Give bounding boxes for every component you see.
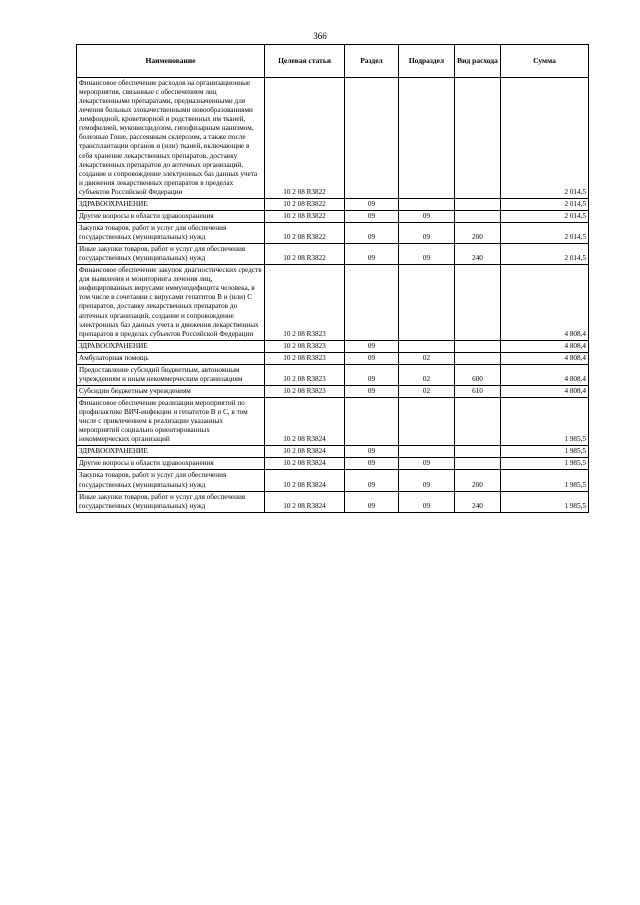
header-sum: Сумма — [501, 45, 589, 78]
row-sum: 4 808,4 — [501, 340, 589, 352]
row-sum: 2 014,5 — [501, 210, 589, 222]
row-sum: 1 985,5 — [501, 491, 589, 512]
row-target-article: 10 2 08 R3822 — [265, 198, 345, 210]
header-section: Раздел — [345, 45, 399, 78]
row-sum: 4 808,4 — [501, 364, 589, 385]
header-name: Наименование — [77, 45, 265, 78]
header-subsection: Подраздел — [399, 45, 455, 78]
table-row — [77, 222, 589, 243]
row-subsection: 02 — [399, 352, 455, 364]
row-section: 09 — [345, 244, 399, 265]
row-name: ЗДРАВООХРАНЕНИЕ — [77, 340, 265, 352]
row-sum: 4 808,4 — [501, 385, 589, 397]
table-row — [77, 78, 589, 199]
page-number: 366 — [313, 31, 327, 41]
row-target-article: 10 2 08 R3822 — [265, 78, 345, 199]
table-body — [77, 78, 589, 513]
row-expense-type: 240 — [455, 491, 501, 512]
row-target-article: 10 2 08 R3824 — [265, 398, 345, 446]
row-section: 09 — [345, 364, 399, 385]
row-target-article: 10 2 08 R3824 — [265, 470, 345, 491]
row-section — [345, 398, 399, 446]
row-target-article: 10 2 08 R3824 — [265, 491, 345, 512]
row-expense-type — [455, 340, 501, 352]
table-header-row — [77, 45, 589, 78]
row-expense-type — [455, 198, 501, 210]
row-section — [345, 78, 399, 199]
row-expense-type: 200 — [455, 222, 501, 243]
row-name: Закупка товаров, работ и услуг для обеспечения государственных (муниципальных) нужд — [77, 222, 265, 243]
row-subsection: 09 — [399, 470, 455, 491]
table-row — [77, 398, 589, 446]
row-subsection — [399, 340, 455, 352]
row-expense-type — [455, 352, 501, 364]
row-name: Другие вопросы в области здравоохранения — [77, 458, 265, 470]
row-subsection — [399, 78, 455, 199]
table-row — [77, 470, 589, 491]
row-name: Другие вопросы в области здравоохранения — [77, 210, 265, 222]
row-subsection: 09 — [399, 244, 455, 265]
budget-table — [76, 44, 589, 513]
row-expense-type — [455, 265, 501, 341]
row-name: Финансовое обеспечение расходов на организационные мероприятия, связанные с обеспечением лиц лекарственными препаратами, предназначенными для лечения больных злокачественными новообразованиями лимфоидной, кроветворной и родственных им тканей, гемофилией, муковисцидозом, гипофизарным нанизмом, болезнью Гоше, рассеянным склерозом, а также после трансплантации органов и (или) тканей, включающие в себя хранение лекарственных препаратов, доставку лекарственных препаратов до аптечных организаций, создание и сопровождение электронных баз данных учета и движения лекарственных препаратов в пределах субъектов Российской Федерации — [77, 78, 265, 199]
row-sum: 4 808,4 — [501, 352, 589, 364]
row-section: 09 — [345, 222, 399, 243]
row-subsection: 09 — [399, 222, 455, 243]
table-row — [77, 244, 589, 265]
row-expense-type — [455, 210, 501, 222]
row-sum: 2 014,5 — [501, 222, 589, 243]
table-row — [77, 458, 589, 470]
row-name: Финансовое обеспечение закупок диагностических средств для выявления и мониторинга лечения лиц, инфицированных вирусами иммунодефицита человека, в том числе в сочетании с вирусами гепатитов B и (или) C препаратов, доставку лекарственных препаратов до аптечных организаций, создание и сопровождение электронных баз данных учета и движения лекарственных препаратов в пределах субъектов Российской Федерации — [77, 265, 265, 341]
row-section: 09 — [345, 470, 399, 491]
row-section — [345, 265, 399, 341]
row-target-article: 10 2 08 R3823 — [265, 265, 345, 341]
row-section: 09 — [345, 458, 399, 470]
row-target-article: 10 2 08 R3822 — [265, 210, 345, 222]
row-subsection — [399, 398, 455, 446]
row-name: Субсидии бюджетным учреждениям — [77, 385, 265, 397]
row-target-article: 10 2 08 R3822 — [265, 244, 345, 265]
row-target-article: 10 2 08 R3823 — [265, 385, 345, 397]
row-name: Финансовое обеспечение реализации мероприятий по профилактике ВИЧ-инфекции и гепатитов B и C, в том числе с привлечением к реализации указанных мероприятий социально ориентированных некоммерческих организаций — [77, 398, 265, 446]
header-expense-type: Вид расхода — [455, 45, 501, 78]
table-row — [77, 364, 589, 385]
table-row — [77, 340, 589, 352]
table-row — [77, 385, 589, 397]
row-target-article: 10 2 08 R3823 — [265, 364, 345, 385]
row-sum: 1 985,5 — [501, 446, 589, 458]
row-section: 09 — [345, 352, 399, 364]
row-name: Иные закупки товаров, работ и услуг для обеспечения государственных (муниципальных) нужд — [77, 491, 265, 512]
row-sum: 2 014,5 — [501, 244, 589, 265]
row-sum: 1 985,5 — [501, 458, 589, 470]
row-subsection — [399, 198, 455, 210]
row-sum: 2 014,5 — [501, 78, 589, 199]
row-sum: 4 808,4 — [501, 265, 589, 341]
row-expense-type: 600 — [455, 364, 501, 385]
row-section: 09 — [345, 210, 399, 222]
row-section: 09 — [345, 340, 399, 352]
row-expense-type: 240 — [455, 244, 501, 265]
table-row — [77, 491, 589, 512]
row-name: Амбулаторная помощь — [77, 352, 265, 364]
row-section: 09 — [345, 446, 399, 458]
row-target-article: 10 2 08 R3824 — [265, 458, 345, 470]
row-name: Иные закупки товаров, работ и услуг для обеспечения государственных (муниципальных) нужд — [77, 244, 265, 265]
row-expense-type — [455, 78, 501, 199]
row-name: Закупка товаров, работ и услуг для обеспечения государственных (муниципальных) нужд — [77, 470, 265, 491]
row-subsection: 09 — [399, 458, 455, 470]
row-expense-type: 200 — [455, 470, 501, 491]
row-subsection: 09 — [399, 491, 455, 512]
row-section: 09 — [345, 491, 399, 512]
row-expense-type: 610 — [455, 385, 501, 397]
row-subsection: 02 — [399, 385, 455, 397]
row-section: 09 — [345, 385, 399, 397]
row-target-article: 10 2 08 R3822 — [265, 222, 345, 243]
row-subsection: 02 — [399, 364, 455, 385]
row-sum: 2 014,5 — [501, 198, 589, 210]
row-target-article: 10 2 08 R3823 — [265, 352, 345, 364]
row-name: Предоставление субсидий бюджетным, автономным учреждениям и иным некоммерческим организациям — [77, 364, 265, 385]
row-subsection — [399, 265, 455, 341]
row-expense-type — [455, 446, 501, 458]
row-target-article: 10 2 08 R3824 — [265, 446, 345, 458]
row-expense-type — [455, 458, 501, 470]
row-target-article: 10 2 08 R3823 — [265, 340, 345, 352]
table-row — [77, 265, 589, 341]
row-name: ЗДРАВООХРАНЕНИЕ — [77, 446, 265, 458]
row-section: 09 — [345, 198, 399, 210]
table-row — [77, 198, 589, 210]
row-subsection: 09 — [399, 210, 455, 222]
table-row — [77, 352, 589, 364]
table-row — [77, 446, 589, 458]
row-expense-type — [455, 398, 501, 446]
row-name: ЗДРАВООХРАНЕНИЕ — [77, 198, 265, 210]
row-sum: 1 985,5 — [501, 398, 589, 446]
table-row — [77, 210, 589, 222]
header-target-article: Целевая статья — [265, 45, 345, 78]
row-sum: 1 985,5 — [501, 470, 589, 491]
row-subsection — [399, 446, 455, 458]
